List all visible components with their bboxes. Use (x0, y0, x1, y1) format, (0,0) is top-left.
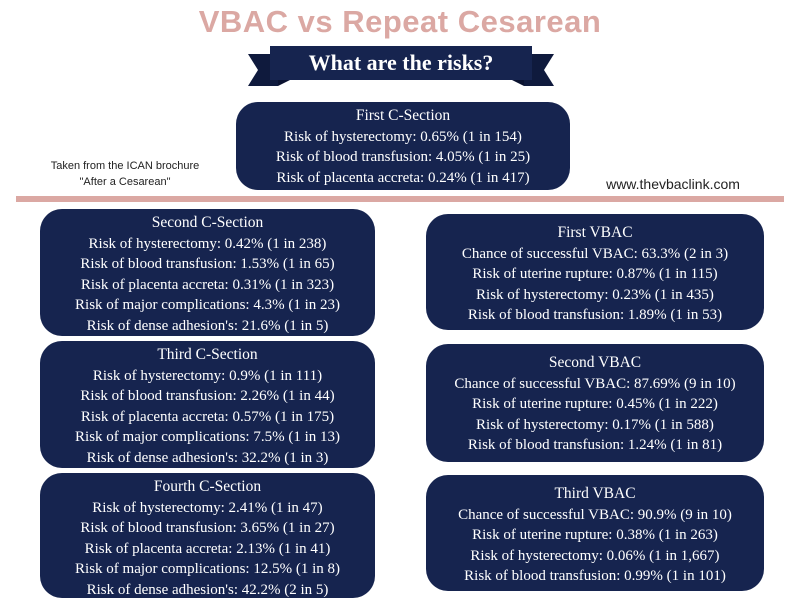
box-title: Second VBAC (548, 354, 642, 371)
box-line: Risk of placenta accreta: 0.31% (1 in 323) (80, 276, 335, 293)
box-line: Risk of uterine rupture: 0.38% (1 in 263) (472, 527, 718, 543)
third-csection-box (40, 341, 375, 468)
first-csection-box (236, 102, 570, 190)
source-note (20, 158, 230, 190)
box-line: Risk of blood transfusion: 1.89% (1 in 53) (467, 307, 723, 323)
source-line: "After a Cesarean" (79, 176, 171, 188)
box-line: Risk of blood transfusion: 0.99% (1 in 101) (464, 568, 726, 584)
box-title: Second C-Section (151, 214, 264, 231)
box-line: Risk of hysterectomy: 0.17% (1 in 588) (476, 416, 714, 433)
box-line: Risk of hysterectomy: 2.41% (1 in 47) (92, 499, 323, 516)
box-line: Risk of dense adhesion's: 21.6% (1 in 5) (86, 317, 329, 334)
box-title: First VBAC (557, 224, 633, 241)
banner-ribbon (248, 46, 554, 86)
box-line: Chance of successful VBAC: 87.69% (9 in 10) (454, 375, 736, 392)
box-title: First C-Section (355, 107, 451, 124)
box-line: Risk of placenta accreta: 0.24% (1 in 417) (276, 169, 530, 186)
second-csection-box (40, 209, 375, 336)
box-line: Risk of placenta accreta: 2.13% (1 in 41) (84, 540, 331, 557)
banner-text: What are the risks? (308, 50, 494, 75)
third-vbac-box (426, 475, 764, 591)
box-line: Risk of blood transfusion: 3.65% (1 in 27) (80, 520, 335, 536)
box-line: Risk of major complications: 7.5% (1 in 13) (75, 429, 340, 445)
box-line: Risk of placenta accreta: 0.57% (1 in 175) (80, 408, 335, 425)
divider-bar (16, 196, 784, 202)
box-line: Risk of dense adhesion's: 42.2% (2 in 5) (86, 581, 329, 598)
box-title: Third C-Section (157, 346, 258, 363)
fourth-csection-box (40, 473, 375, 598)
box-title: Third VBAC (554, 485, 636, 502)
box-line: Risk of blood transfusion: 1.24% (1 in 81) (467, 437, 723, 453)
second-vbac-box (426, 344, 764, 462)
box-line: Risk of blood transfusion: 1.53% (1 in 65) (80, 256, 335, 272)
box-line: Risk of hysterectomy: 0.42% (1 in 238) (88, 235, 327, 252)
box-line: Chance of successful VBAC: 63.3% (2 in 3) (461, 245, 729, 262)
box-line: Risk of blood transfusion: 2.26% (1 in 44) (80, 388, 335, 404)
box-line: Risk of uterine rupture: 0.45% (1 in 222) (472, 396, 718, 412)
box-title: Fourth C-Section (153, 478, 262, 495)
box-line: Risk of hysterectomy: 0.9% (1 in 111) (92, 367, 323, 384)
first-vbac-box (426, 214, 764, 330)
website-url: www.thevbaclink.com (606, 176, 740, 192)
box-line: Risk of hysterectomy: 0.23% (1 in 435) (476, 286, 714, 303)
page-title: VBAC vs Repeat Cesarean (198, 4, 602, 39)
box-line: Risk of major complications: 12.5% (1 in 8) (75, 561, 340, 577)
box-line: Risk of blood transfusion: 4.05% (1 in 25) (275, 149, 531, 165)
box-line: Risk of major complications: 4.3% (1 in 23) (75, 297, 340, 313)
box-line: Chance of successful VBAC: 90.9% (9 in 10) (458, 506, 732, 523)
box-line: Risk of dense adhesion's: 32.2% (1 in 3) (86, 449, 329, 466)
box-line: Risk of uterine rupture: 0.87% (1 in 115) (472, 266, 718, 282)
box-line: Risk of hysterectomy: 0.06% (1 in 1,667) (470, 547, 720, 564)
source-line: Taken from the ICAN brochure (50, 160, 200, 172)
box-line: Risk of hysterectomy: 0.65% (1 in 154) (284, 128, 522, 145)
